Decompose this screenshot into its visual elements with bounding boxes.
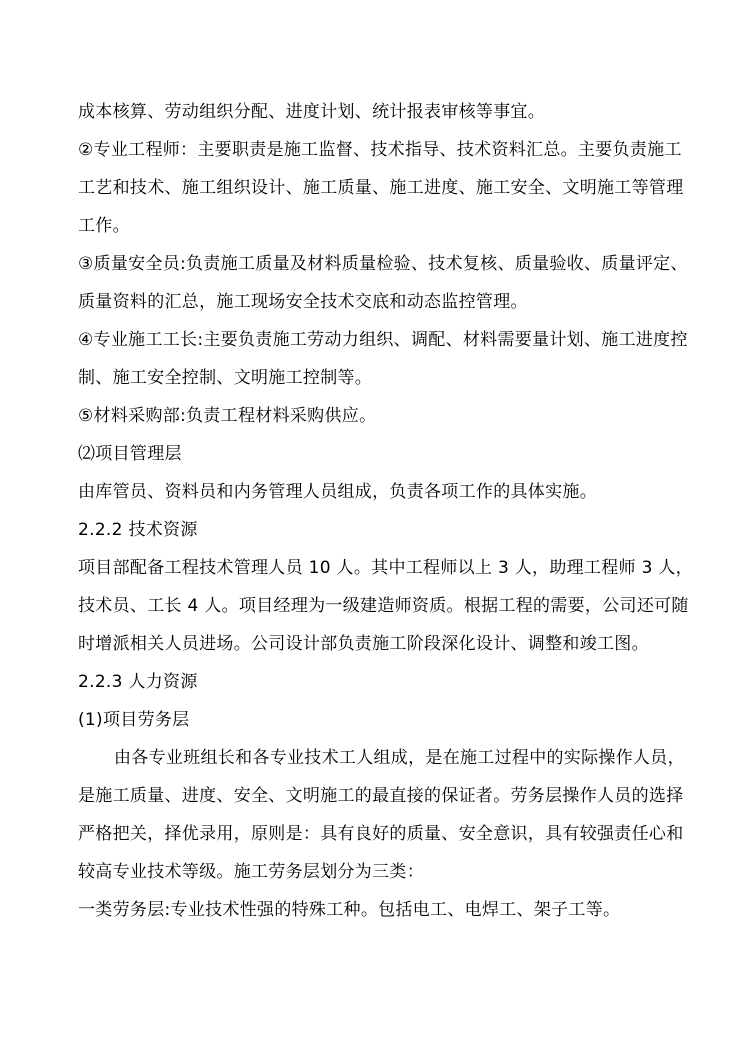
text-line: 工作。 [78,216,130,236]
text-line: 工艺和技术、施工组织设计、施工质量、施工进度、施工安全、文明施工等管理 [78,178,684,198]
text-line: 时增派相关人员进场。公司设计部负责施工阶段深化设计、调整和竣工图。 [78,634,649,654]
text-line: ③质量安全员:负责施工质量及材料质量检验、技术复核、质量验收、质量评定、 [78,254,688,274]
text-line: 质量资料的汇总，施工现场安全技术交底和动态监控管理。 [78,292,528,312]
text-line: 成本核算、劳动组织分配、进度计划、统计报表审核等事宜。 [78,102,546,122]
text-line: 是施工质量、进度、安全、文明施工的最直接的保证者。劳务层操作人员的选择 [78,786,684,806]
text-line: 制、施工安全控制、文明施工控制等。 [78,368,373,388]
section-heading: 2.2.2 技术资源 [78,520,198,540]
text-line: 一类劳务层:专业技术性强的特殊工种。包括电工、电焊工、架子工等。 [78,900,621,920]
text-line: ④专业施工工长:主要负责施工劳动力组织、调配、材料需要量计划、施工进度控 [78,330,688,350]
subsection-heading: (1)项目劳务层 [78,710,190,730]
section-heading: ⑵项目管理层 [78,444,182,464]
text-line: 较高专业技术等级。施工劳务层划分为三类： [78,862,424,882]
text-line: ⑤材料采购部:负责工程材料采购供应。 [78,406,377,426]
text-line: 严格把关，择优录用，原则是：具有良好的质量、安全意识，具有较强责任心和 [78,824,684,844]
text-line: 技术员、工长 4 人。项目经理为一级建造师资质。根据工程的需要，公司还可随 [78,596,689,616]
text-line: 项目部配备工程技术管理人员 10 人。其中工程师以上 3 人，助理工程师 3 人， [78,558,693,578]
text-line: 由库管员、资料员和内务管理人员组成，负责各项工作的具体实施。 [78,482,597,502]
section-heading: 2.2.3 人力资源 [78,672,198,692]
text-line: ②专业工程师：主要职责是施工监督、技术指导、技术资料汇总。主要负责施工 [78,140,682,160]
text-line: 由各专业班组长和各专业技术工人组成，是在施工过程中的实际操作人员， [114,748,685,768]
